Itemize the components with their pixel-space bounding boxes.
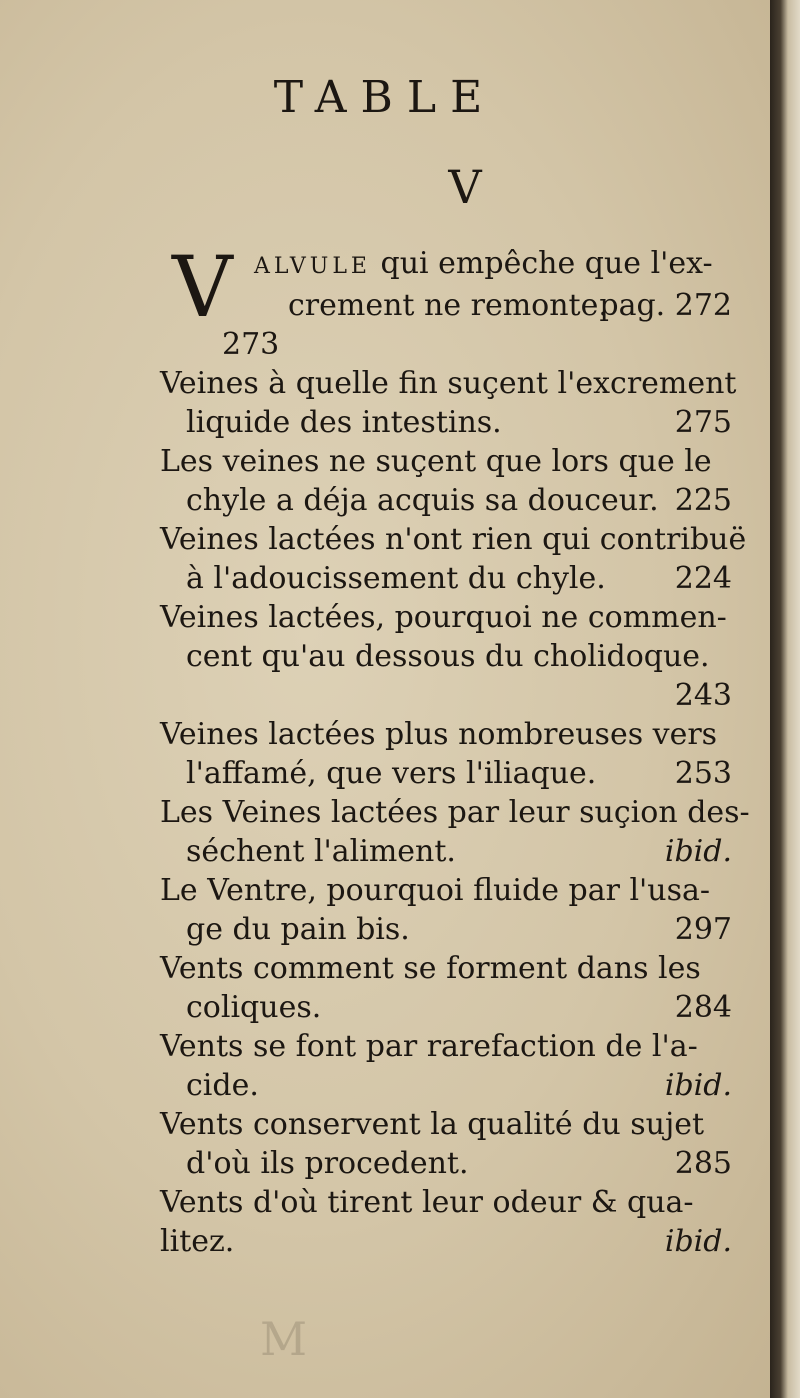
entry-text: Veines à quelle fin suçent l'excrement bbox=[160, 366, 737, 401]
entry-text: cent qu'au dessous du cholidoque. bbox=[186, 639, 710, 674]
page-reference: 285 bbox=[674, 1146, 732, 1181]
entry-text: d'où ils procedent. bbox=[186, 1146, 469, 1181]
index-entry bbox=[160, 1105, 732, 1183]
page-reference: pag. 272 bbox=[599, 288, 732, 323]
page-reference: 275 bbox=[674, 405, 732, 440]
entry-text: à l'adoucissement du chyle. bbox=[186, 561, 606, 596]
page-reference: 253 bbox=[674, 756, 732, 791]
page-reference: 225 bbox=[674, 483, 732, 518]
page-reference: 297 bbox=[674, 912, 732, 947]
entry-text: crement ne remonte. bbox=[288, 288, 608, 323]
page-header-title: TABLE bbox=[273, 72, 497, 123]
page-reference: ibid. bbox=[664, 834, 732, 869]
index-entry bbox=[160, 949, 732, 1027]
index-entries bbox=[160, 238, 750, 1261]
entry-text: ge du pain bis. bbox=[186, 912, 410, 947]
index-entry bbox=[160, 1027, 732, 1105]
entry-text: Veines lactées plus nombreuses vers bbox=[160, 717, 718, 752]
drop-cap: V bbox=[172, 238, 233, 336]
entry-text: Les Veines lactées par leur suçion des- bbox=[160, 795, 750, 830]
index-entry bbox=[160, 1183, 732, 1261]
index-entry bbox=[160, 364, 737, 442]
page-reference: 224 bbox=[674, 561, 732, 596]
entry-text: Le Ventre, pourquoi fluide par l'usa- bbox=[160, 873, 711, 908]
index-entry bbox=[160, 442, 732, 520]
entry-text: l'affamé, que vers l'iliaque. bbox=[186, 756, 597, 791]
entry-text: Vents se font par rarefaction de l'a- bbox=[160, 1029, 698, 1064]
entry-text: cide. bbox=[186, 1068, 259, 1103]
entry-text: 273 bbox=[222, 327, 280, 362]
page-reference: 284 bbox=[674, 990, 732, 1025]
page-reference: ibid. bbox=[664, 1224, 732, 1259]
index-entry bbox=[172, 238, 732, 364]
index-entry bbox=[160, 871, 732, 949]
entry-text: séchent l'aliment. bbox=[186, 834, 456, 869]
entry-text: litez. bbox=[160, 1224, 235, 1259]
entry-text: Veines lactées n'ont rien qui contribuë bbox=[160, 522, 747, 557]
index-entry bbox=[160, 793, 750, 871]
index-entry bbox=[160, 520, 747, 598]
entry-text: Veines lactées, pourquoi ne commen- bbox=[160, 600, 727, 635]
page-reference: ibid. bbox=[664, 1068, 732, 1103]
entry-text: Les veines ne suçent que lors que le bbox=[160, 444, 712, 479]
entry-text: Vents conservent la qualité du sujet bbox=[160, 1107, 705, 1142]
printer-signature: M bbox=[260, 1312, 314, 1366]
page-reference: 243 bbox=[674, 678, 732, 713]
index-entry bbox=[160, 598, 732, 715]
entry-text: liquide des intestins. bbox=[186, 405, 502, 440]
page-edge bbox=[770, 0, 800, 1398]
entry-text: Vents comment se forment dans les bbox=[160, 951, 701, 986]
entry-text: qui empêche que l'ex- bbox=[370, 246, 713, 281]
section-letter: V bbox=[448, 160, 482, 214]
index-entry bbox=[160, 715, 732, 793]
entry-text: chyle a déja acquis sa douceur. bbox=[186, 483, 659, 518]
entry-text: Vents d'où tirent leur odeur & qua- bbox=[160, 1185, 694, 1220]
entry-smallcaps: ALVULE bbox=[254, 254, 371, 279]
entry-text: coliques. bbox=[186, 990, 322, 1025]
